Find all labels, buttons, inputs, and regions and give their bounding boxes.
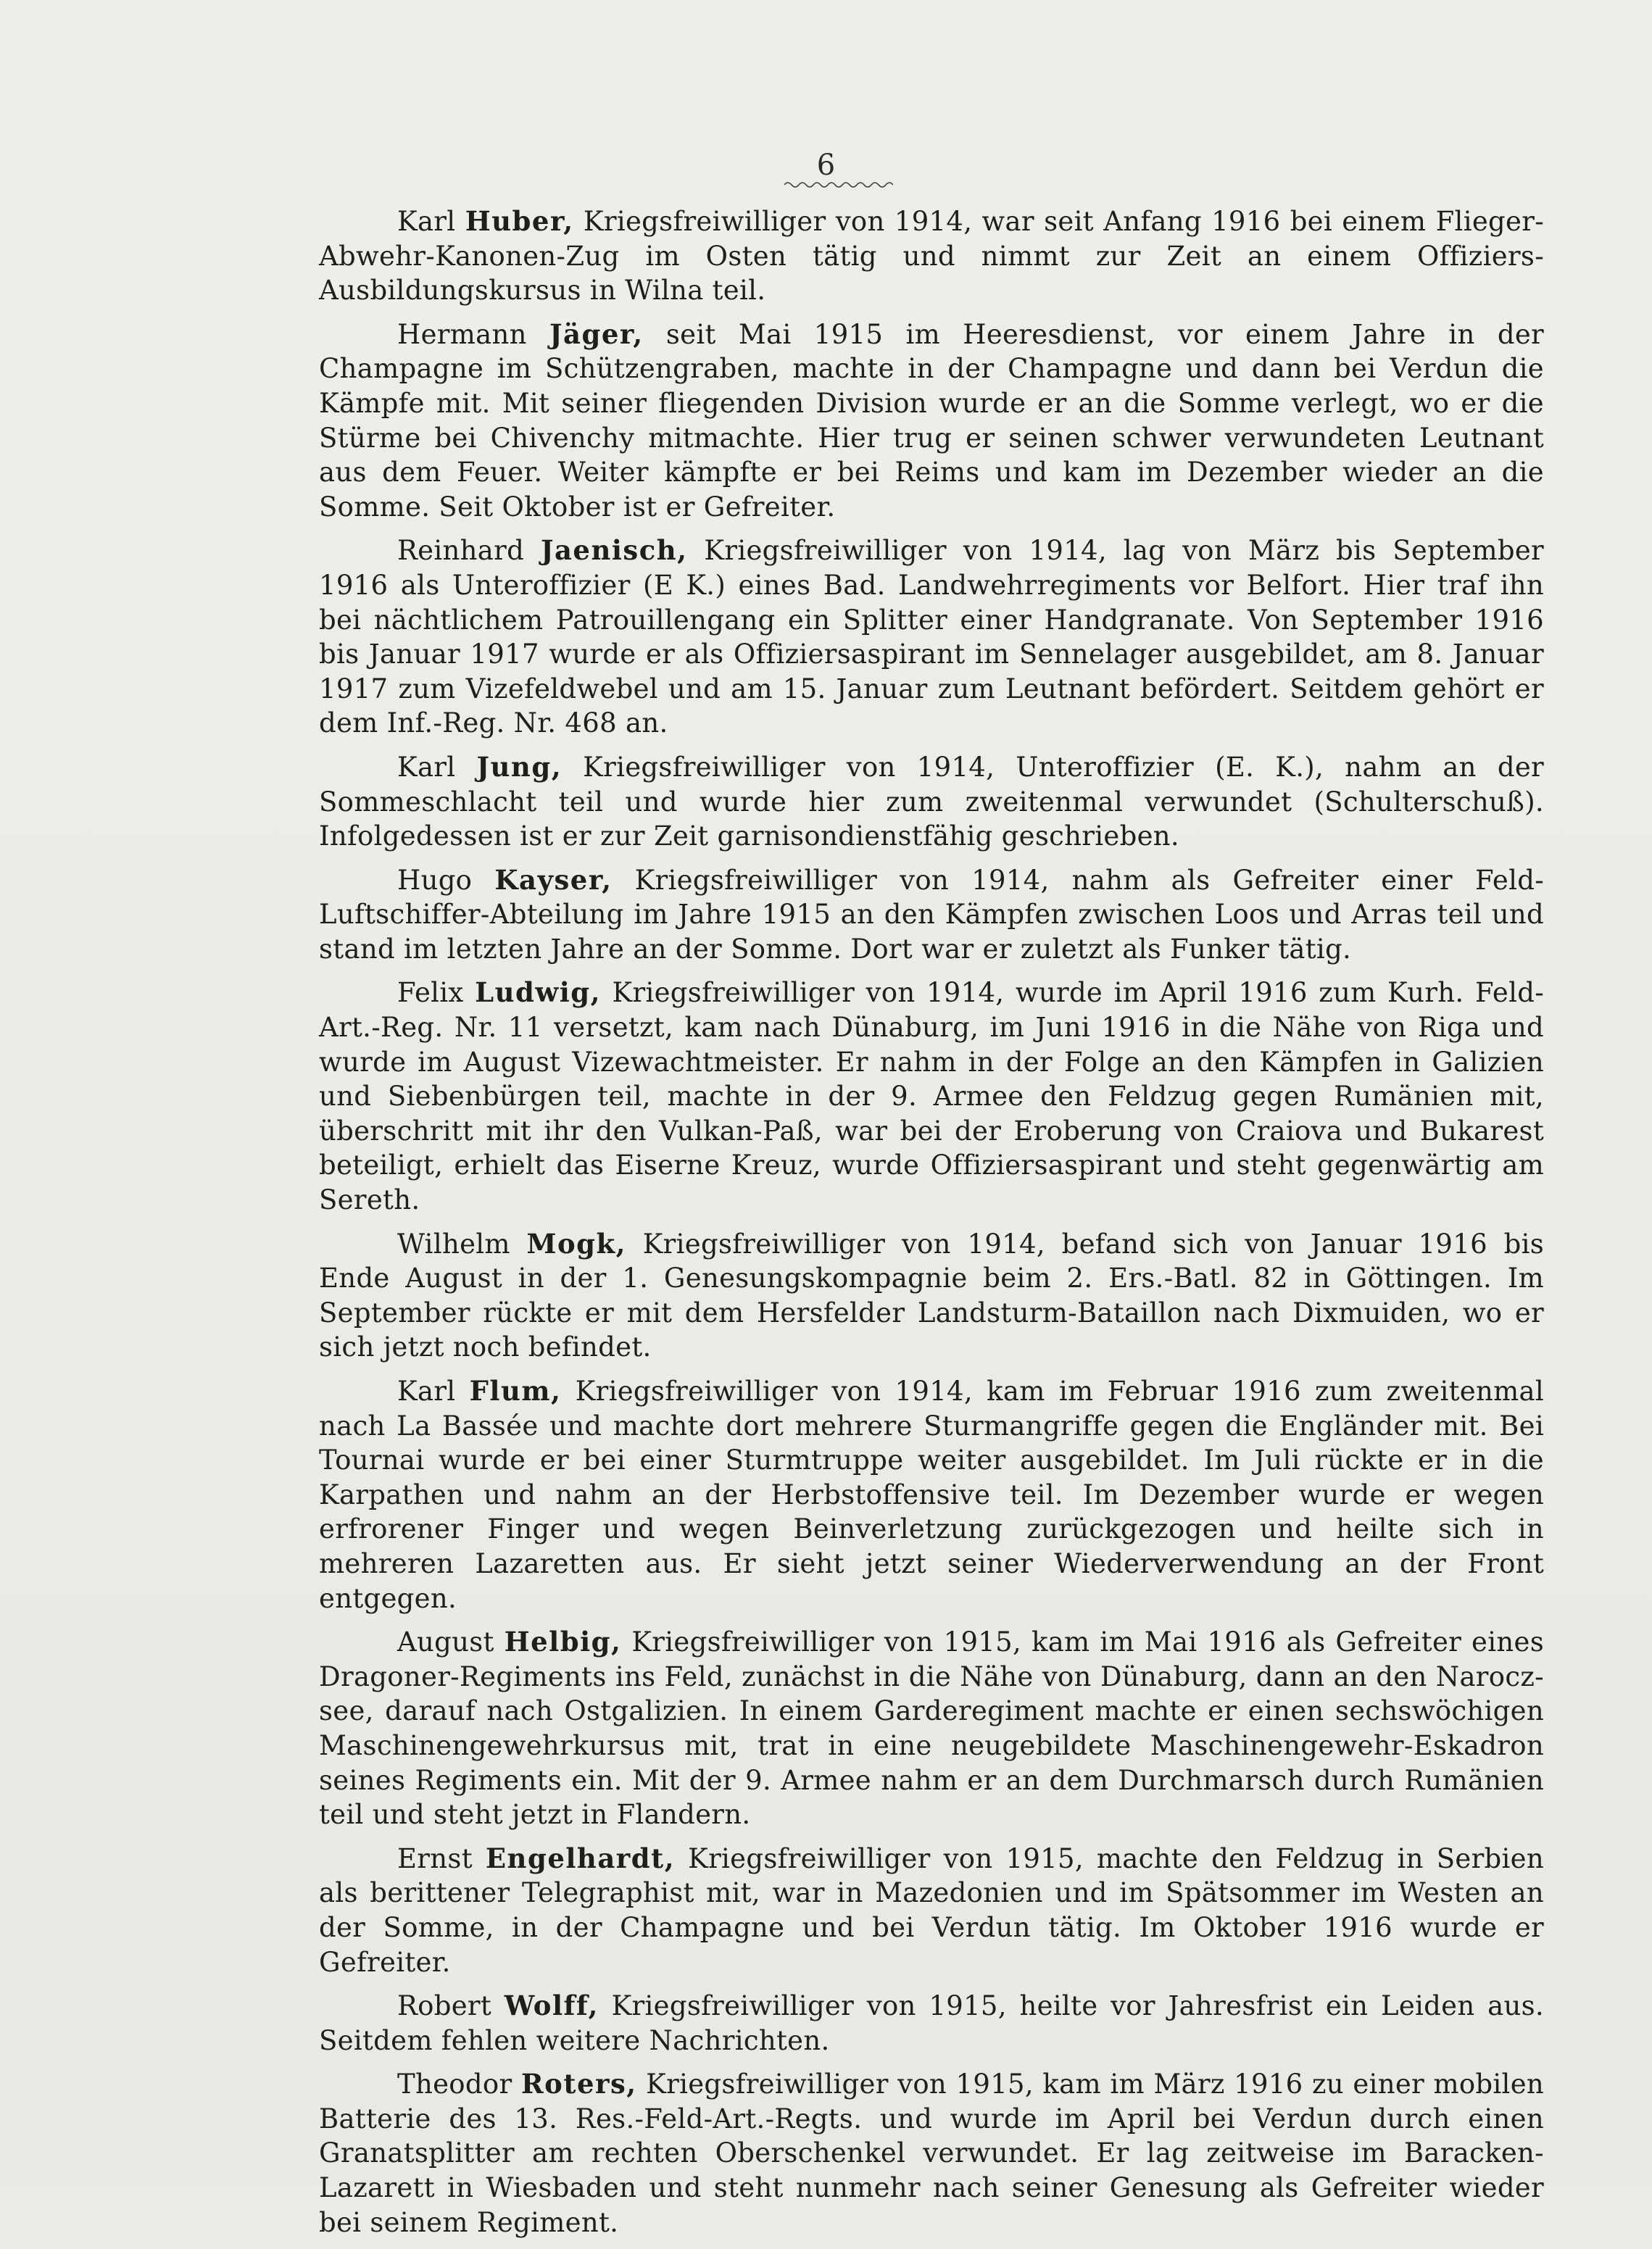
entry-surname: Roters, bbox=[520, 2068, 637, 2100]
entry-first-name: August bbox=[397, 1626, 494, 1658]
entry-text: Kriegsfreiwilliger von 1914, war seit Anfang 1916 bei einem Flieger-Abwehr-Kanonen-Zug im Osten tätig und nimmt zur Zeit an einem Offiziers-Ausbildungskursus in Wilna teil. bbox=[319, 206, 1544, 307]
entry-mogk bbox=[319, 1227, 1544, 1365]
entries-text-block bbox=[319, 204, 1544, 2249]
entry-first-name: Wilhelm bbox=[397, 1228, 510, 1260]
entry-jung bbox=[319, 750, 1544, 854]
entry-surname: Jäger, bbox=[549, 317, 644, 350]
wavy-rule-ornament bbox=[784, 180, 893, 190]
entry-text: Kriegsfreiwilliger von 1914, lag von März bis September 1916 als Unteroffizier (E K.) eines Bad. Landwehrregiments vor Belfort. Hier traf ihn bei nächtlichem Patrouillengang ein Splitter einer Handgranate. Von September 1916 bis Januar 1917 wurde er als Offiziersaspirant im Sennelager ausgebildet, am 8. Januar 1917 zum Vizefeldwebel und am 15. Januar zum Leutnant befördert. Seitdem gehört er dem Inf.-Reg. Nr. 468 an. bbox=[319, 535, 1545, 739]
entry-first-name: Ernst bbox=[397, 1842, 473, 1874]
entry-jaenisch bbox=[319, 533, 1544, 741]
entry-surname: Flum, bbox=[469, 1375, 562, 1407]
entry-first-name: Robert bbox=[397, 1990, 492, 2022]
entry-text: Kriegsfreiwilliger von 1914, nahm als Gefreiter einer Feld-Luftschiffer-Abteilung im Jahre 1915 an den Kämpfen zwischen Loos und Arras teil und stand im letzten Jahre an der Somme. Dort war er zuletzt als Funker tätig. bbox=[319, 864, 1545, 965]
entry-first-name: Theodor bbox=[397, 2069, 512, 2100]
entry-jaeger bbox=[319, 317, 1544, 525]
entry-surname: Jung, bbox=[476, 750, 563, 783]
entry-first-name: Karl bbox=[397, 1376, 456, 1407]
entry-surname: Mogk, bbox=[526, 1227, 627, 1260]
entry-first-name: Felix bbox=[397, 977, 464, 1009]
entry-text: Kriegsfreiwilliger von 1914, Unteroffizier (E. K.), nahm an der Sommeschlacht teil und wurde hier zum zweitenmal verwundet (Schulterschuß). Infolgedessen ist er zur Zeit garnisondienstfähig geschrieben. bbox=[319, 751, 1545, 852]
entry-roters bbox=[319, 2067, 1544, 2240]
entry-engelhardt bbox=[319, 1842, 1544, 1979]
entry-first-name: Karl bbox=[397, 751, 456, 783]
entry-surname: Huber, bbox=[465, 205, 574, 237]
entry-ludwig bbox=[319, 976, 1544, 1217]
entry-text: Kriegsfreiwilliger von 1914, befand sich von Januar 1916 bis Ende August in der 1. Genesungskompagnie beim 2. Ers.-Batl. 82 in Göttingen. Im September rückte er mit dem Hersfelder Landsturm-Bataillon nach Dixmuiden, wo er sich jetzt noch befindet. bbox=[319, 1228, 1544, 1363]
entry-first-name: Hugo bbox=[397, 864, 473, 896]
entry-surname: Kayser, bbox=[494, 863, 613, 896]
entry-wolff bbox=[319, 1989, 1544, 2058]
entry-first-name: Karl bbox=[397, 206, 456, 237]
entry-first-name: Reinhard bbox=[397, 535, 525, 567]
entry-surname: Wolff, bbox=[504, 1990, 599, 2022]
entry-text: Kriegsfreiwilliger von 1915, heilte vor Jahresfrist ein Leiden aus. Seitdem fehlen weitere Nachrichten. bbox=[319, 1990, 1544, 2056]
entry-surname: Engelhardt, bbox=[485, 1842, 676, 1874]
entry-surname: Helbig, bbox=[504, 1626, 622, 1658]
entry-text: Kriegsfreiwilliger von 1915, machte den Feldzug in Serbien als berittener Telegraphist mit, war in Mazedonien und im Spätsommer im Westen an der Somme, in der Champagne und bei Verdun tätig. Im Oktober 1916 wurde er Gefreiter. bbox=[319, 1842, 1545, 1978]
entry-flum bbox=[319, 1374, 1544, 1616]
entry-text: Kriegsfreiwilliger von 1915, kam im März 1916 zu einer mobilen Batterie des 13. Res.-Feld-Art.-Regts. und wurde im April bei Verdun durch einen Granatsplitter am rechten Oberschenkel verwundet. Er lag zeitweise im Baracken-Lazarett in Wiesbaden und steht nunmehr nach seiner Genesung als Gefreiter wieder bei seinem Regiment. bbox=[319, 2069, 1545, 2238]
entry-surname: Ludwig, bbox=[475, 976, 602, 1009]
entry-text: seit Mai 1915 im Heeresdienst, vor einem Jahre in der Champagne im Schützengraben, machte in der Champagne und dann bei Verdun die Kämpfe mit. Mit seiner fliegenden Division wurde er an die Somme verlegt, wo er die Stürme bei Chivenchy mitmachte. Hier trug er seinen schwer verwundeten Leutnant aus dem Feuer. Weiter kämpfte er bei Reims und kam im Dezember wieder an die Somme. Seit Oktober ist er Gefreiter. bbox=[319, 318, 1544, 523]
entry-kayser bbox=[319, 863, 1544, 967]
entry-surname: Jaenisch, bbox=[540, 534, 688, 567]
entry-helbig bbox=[319, 1625, 1544, 1832]
entry-text: Kriegsfreiwilliger von 1914, wurde im April 1916 zum Kurh. Feld-Art.-Reg. Nr. 11 versetzt, kam nach Dünaburg, im Juni 1916 in die Nähe von Riga und wurde im August Vizewachtmeister. Er nahm in der Folge an den Kämpfen in Galizien und Siebenbürgen teil, machte in der 9. Armee den Feldzug gegen Rumänien mit, überschritt mit ihr den Vulkan-Paß, war bei der Eroberung von Craiova und Bukarest beteiligt, erhielt das Eiserne Kreuz, wurde Offiziersaspirant und steht gegenwärtig am Sereth. bbox=[319, 977, 1545, 1216]
entry-huber bbox=[319, 204, 1544, 308]
entry-text: Kriegsfreiwilliger von 1914, kam im Februar 1916 zum zweitenmal nach La Bassée und machte dort mehrere Sturmangriffe gegen die Engländer mit. Bei Tournai wurde er bei einer Sturmtruppe weiter ausgebildet. Im Juli rückte er in die Karpathen und nahm an der Herbstoffensive teil. Im Dezember wurde er wegen erfrorener Finger und wegen Beinverletzung zurückgezogen und heilte sich in mehreren Lazaretten aus. Er sieht jetzt seiner Wiederverwendung an der Front entgegen. bbox=[319, 1376, 1545, 1614]
page-number: 6 bbox=[816, 149, 836, 182]
entry-first-name: Hermann bbox=[397, 318, 527, 350]
entry-text: Kriegsfreiwilliger von 1915, kam im Mai 1916 als Gefreiter eines Dragoner-Regiments ins Feld, zunächst in die Nähe von Dünaburg, dann an den Narocz-see, darauf nach Ostgalizien. In einem Garderegiment machte er einen sechswöchigen Maschinengewehrkursus mit, trat in eine neugebildete Maschinengewehr-Eskadron seines Regiments ein. Mit der 9. Armee nahm er an dem Durchmarsch durch Rumänien teil und steht jetzt in Flandern. bbox=[319, 1626, 1545, 1831]
